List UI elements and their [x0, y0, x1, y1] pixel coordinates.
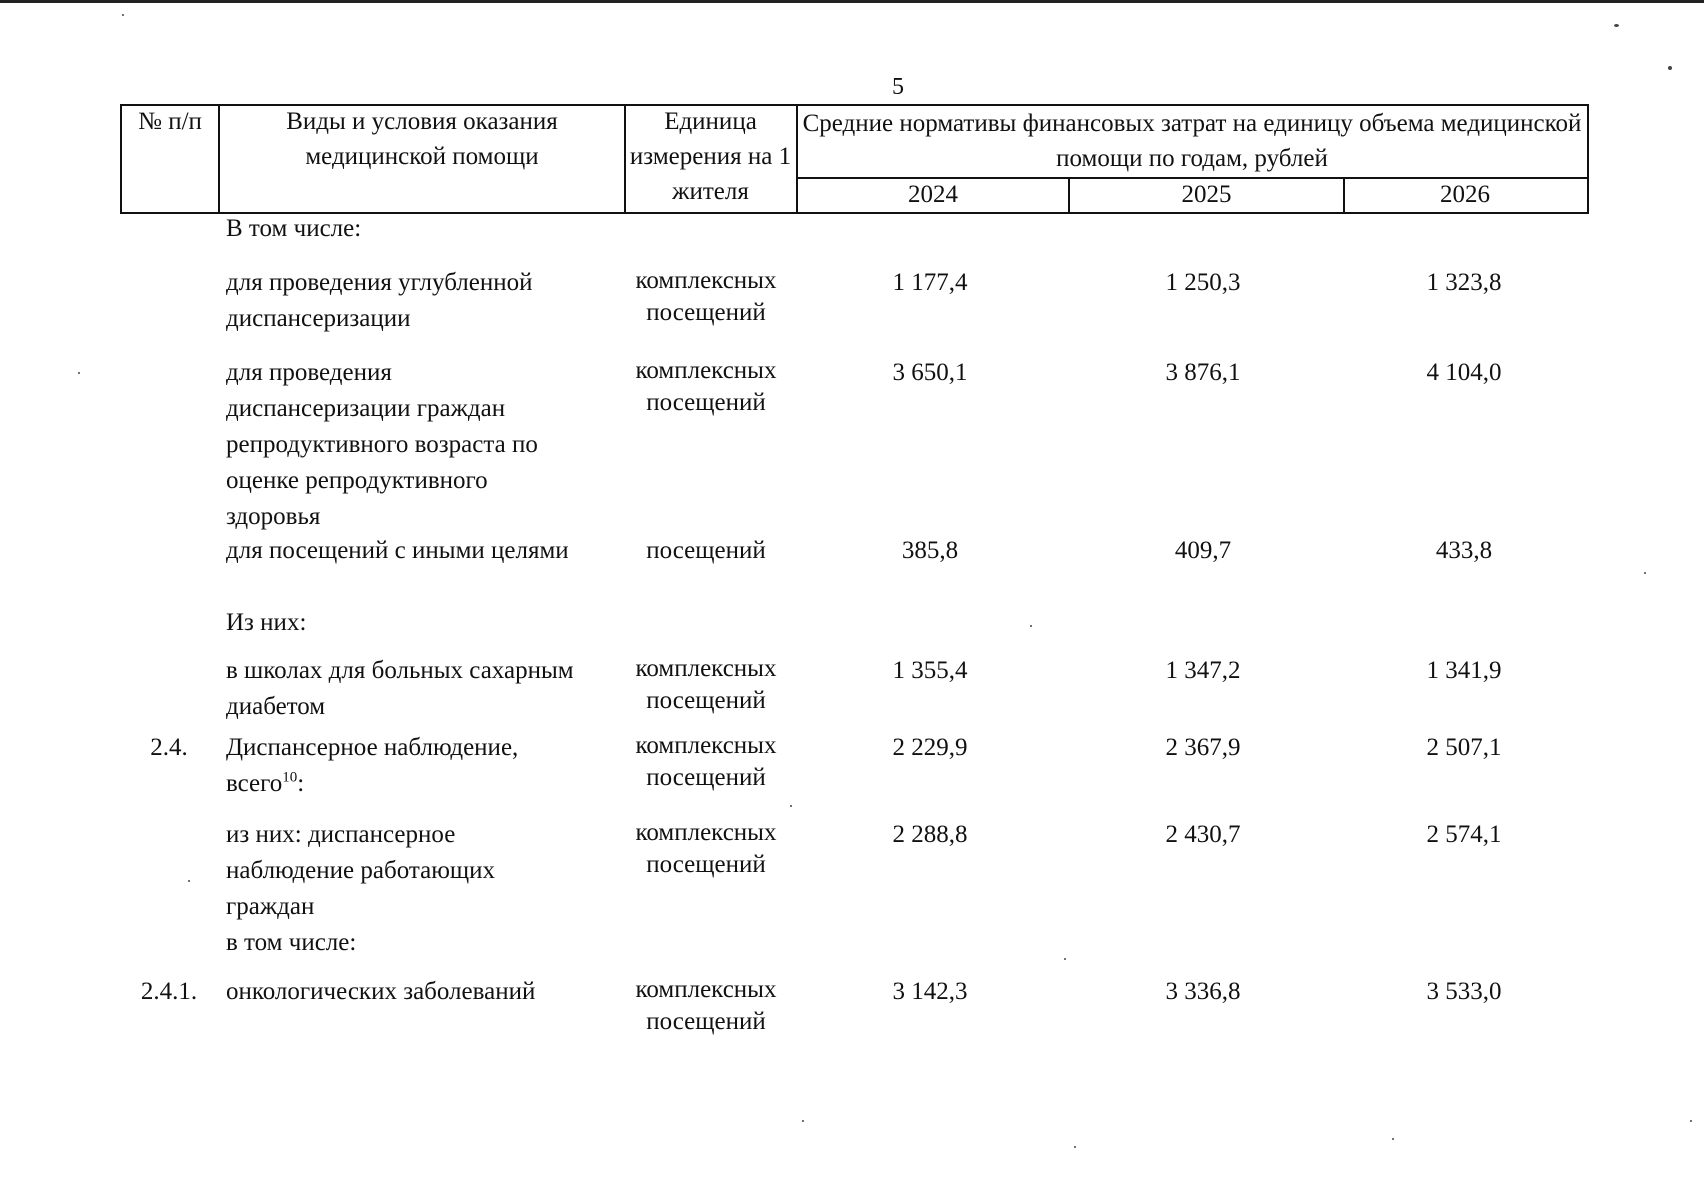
header-year-2024: 2024: [908, 181, 958, 208]
scan-speck: [1074, 1146, 1076, 1148]
header-col-unit: Единица измерения на 1 жителя: [629, 108, 792, 205]
footnote-marker: 10: [282, 769, 298, 786]
row-value-2025: 409,7: [1174, 537, 1232, 564]
header-col-number: № п/п: [138, 108, 202, 135]
row-unit: комплексных посещений: [635, 267, 777, 326]
row-value-2025: 3 876,1: [1165, 359, 1241, 386]
row-desc: Диспансерное наблюдение, всего$^{10}$:: [226, 734, 519, 797]
row-value-2024: 2 288,8: [892, 821, 968, 848]
row-label-including: в том числе:: [226, 929, 357, 956]
row-unit: комплексных посещений: [635, 976, 777, 1035]
row-unit: комплексных посещений: [635, 357, 777, 416]
row-unit: посещений: [646, 537, 766, 564]
row-value-2024: 2 229,9: [892, 734, 968, 761]
row-desc: для проведения углубленной диспансеризации: [226, 269, 533, 332]
row-value-2026: 2 574,1: [1426, 821, 1502, 848]
row-value-2025: 1 347,2: [1165, 657, 1241, 684]
scan-speck: [188, 880, 190, 882]
row-value-2026: 433,8: [1435, 537, 1493, 564]
scan-speck: [1392, 1138, 1394, 1140]
scan-speck: [122, 14, 124, 16]
scan-speck: [802, 1120, 804, 1122]
row-value-2026: 3 533,0: [1426, 978, 1502, 1005]
scan-speck: [78, 372, 80, 374]
page-number: 5: [892, 74, 904, 100]
header-year-2026: 2026: [1440, 181, 1490, 208]
row-value-2024: 3 142,3: [892, 978, 968, 1005]
row-value-2024: 1 355,4: [892, 657, 968, 684]
scan-speck: [1030, 625, 1032, 627]
row-desc: в школах для больных сахарным диабетом: [226, 657, 574, 720]
row-unit: комплексных посещений: [635, 819, 777, 878]
row-value-2025: 2 430,7: [1165, 821, 1241, 848]
row-value-2026: 2 507,1: [1426, 734, 1502, 761]
row-value-2024: 3 650,1: [892, 359, 968, 386]
header-year-2025: 2025: [1181, 181, 1232, 208]
scan-speck: [1690, 1120, 1692, 1122]
page-top-border: [0, 0, 1704, 3]
row-number: 2.4.1.: [140, 978, 198, 1005]
row-value-2026: 4 104,0: [1426, 359, 1502, 386]
row-value-2025: 3 336,8: [1165, 978, 1241, 1005]
scan-speck: [1614, 24, 1619, 27]
row-value-2024: 1 177,4: [892, 269, 968, 296]
row-value-2024: 385,8: [901, 537, 959, 564]
row-value-2025: 1 250,3: [1165, 269, 1241, 296]
scan-speck: [1668, 66, 1672, 70]
table-header: [120, 104, 1589, 214]
row-value-2025: 2 367,9: [1165, 734, 1241, 761]
row-label-in-that-number: В том числе:: [226, 215, 362, 242]
row-unit: комплексных посещений: [635, 655, 777, 714]
row-desc: из них: диспансерное наблюдение работающих граждан: [226, 821, 495, 920]
row-number: 2.4.: [150, 734, 188, 761]
row-value-2026: 1 323,8: [1426, 269, 1502, 296]
row-label-of-them: Из них:: [226, 609, 307, 636]
row-desc: онкологических заболеваний: [226, 978, 536, 1005]
header-col-kind: Виды и условия оказания медицинской помощи: [286, 108, 558, 170]
scan-speck: [790, 805, 792, 807]
scan-speck: [1064, 958, 1066, 960]
header-col-norms: Средние нормативы финансовых затрат на единицу объема медицинской помощи по годам, рублей: [802, 110, 1582, 172]
row-desc: для проведения диспансеризации граждан репродуктивного возраста по оценке репродуктивного здоровья: [226, 359, 538, 530]
scan-speck: [1644, 572, 1646, 574]
row-unit: комплексных посещений: [635, 732, 777, 791]
row-desc: для посещений с иными целями: [226, 537, 569, 564]
header-divider: [218, 106, 220, 212]
row-value-2026: 1 341,9: [1426, 657, 1502, 684]
